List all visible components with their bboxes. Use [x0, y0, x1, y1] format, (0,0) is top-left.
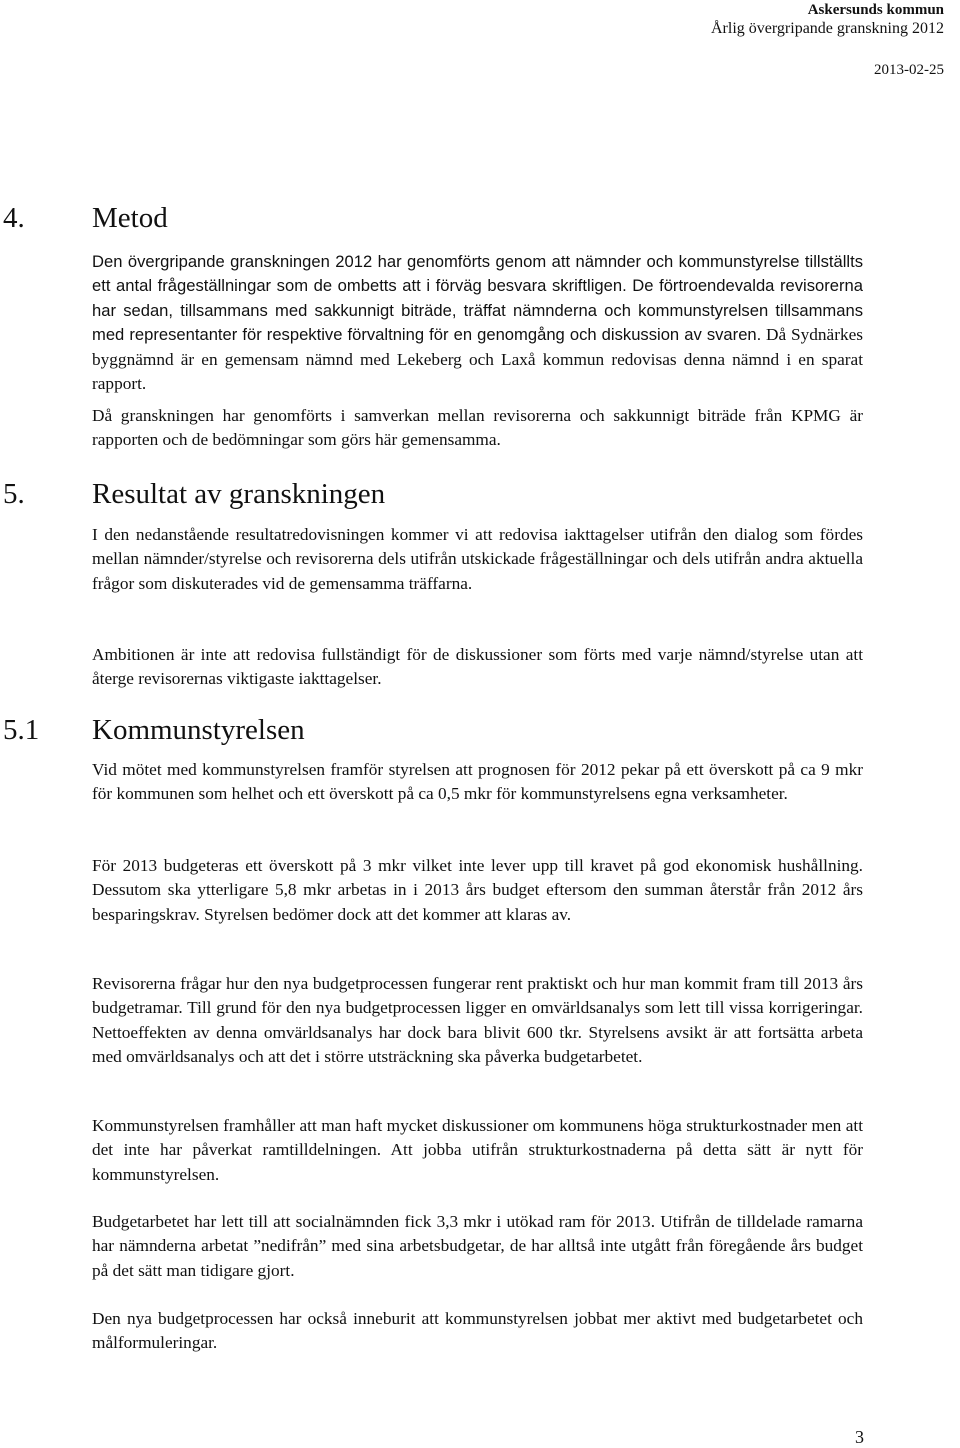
- metod-paragraph-2: Då granskningen har genomförts i samverkan mellan revisorerna och sakkunnigt biträde från KPMG är rapporten och de bedömningar som görs här gemensamma.: [92, 406, 863, 450]
- kommunstyrelsen-paragraph-4: Kommunstyrelsen framhåller att man haft mycket diskussioner om kommunens höga strukturkostnader men att det inte har påverkat ramtilldelningen. Att jobba utifrån strukturkostnaderna på detta sätt är nytt för kommunstyrelsen.: [92, 1116, 863, 1184]
- section-title: Resultat av granskningen: [92, 478, 386, 510]
- kommunstyrelsen-paragraph-5: Budgetarbetet har lett till att socialnämnden fick 3,3 mkr i utökad ram för 2013. Utifrån de tilldelade ramarna har nämnderna arbetat ”nedifrån” med sina arbetsbudgetar, de har alltså inte utgått från föregående års budget på det sätt man tidigare gjort.: [92, 1212, 863, 1280]
- section-title: Metod: [92, 202, 168, 234]
- section-number: 4.: [3, 202, 25, 234]
- kommunstyrelsen-paragraph-2: För 2013 budgeteras ett överskott på 3 mkr vilket inte lever upp till kravet på god ekonomisk hushållning. Dessutom ska ytterligare 5,8 mkr arbetas in i 2013 års budget eftersom den summan återstår från 2012 års besparingskrav. Styrelsen bedömer dock att det kommer att klaras av.: [92, 856, 863, 924]
- kommunstyrelsen-paragraph-3: Revisorerna frågar hur den nya budgetprocessen fungerar rent praktiskt och hur man kommit fram till 2013 års budgetramar. Till grund för den nya budgetprocessen ligger en omvärldsanalys som lett till vissa korrigeringar. Nettoeffekten av denna omvärldsanalys har dock bara blivit 600 tkr. Styrelsens avsikt är att fortsätta arbeta med omvärldsanalys och att det i större utsträckning ska påverka budgetarbetet.: [92, 974, 863, 1067]
- header-organization: Askersunds kommun: [807, 2, 944, 18]
- resultat-paragraph-1: I den nedanstående resultatredovisningen kommer vi att redovisa iakttagelser utifrån den dialog som fördes mellan nämnder/styrelse och revisorerna dels utifrån utskickade frågeställningar och dels utifrån andra aktuella frågor som diskuterades vid de gemensamma träffarna.: [92, 525, 863, 593]
- kommunstyrelsen-paragraph-6: Den nya budgetprocessen har också inneburit att kommunstyrelsen jobbat mer aktivt med budgetarbetet och målformuleringar.: [92, 1309, 863, 1353]
- section-number: 5.1: [3, 714, 40, 746]
- header-document-title: Årlig övergripande granskning 2012: [711, 20, 944, 37]
- metod-paragraph-1: [92, 250, 863, 396]
- metod-paragraph-1-part2: Då Sydnärkes byggnämnd är en gemensam nämnd med Lekeberg och Laxå kommun redovisas denna nämnd i en sparat rapport.: [92, 325, 863, 394]
- page-number: 3: [855, 1427, 864, 1447]
- section-number: 5.: [3, 478, 25, 510]
- metod-paragraph-1-part1: Den övergripande granskningen 2012 har genomförts genom att nämnder och kommunstyrelse tillställts ett antal frågeställningar som de ombetts att i förväg besvara skriftligen. De förtroendevalda revisorerna har sedan, tillsammans med sakkunnigt biträde, träffat nämnderna och kommunstyrelsen tillsammans med representanter för respektive förvaltning för en genomgång och diskussion av svaren.: [92, 252, 863, 345]
- header-date: 2013-02-25: [874, 62, 944, 78]
- section-title: Kommunstyrelsen: [92, 714, 305, 746]
- kommunstyrelsen-paragraph-1: Vid mötet med kommunstyrelsen framför styrelsen att prognosen för 2012 pekar på ett överskott på ca 9 mkr för kommunen som helhet och ett överskott på ca 0,5 mkr för kommunstyrelsens egna verksamheter.: [92, 760, 863, 804]
- resultat-paragraph-2: Ambitionen är inte att redovisa fullständigt för de diskussioner som förts med varje nämnd/styrelse utan att återge revisorernas viktigaste iakttagelser.: [92, 645, 863, 689]
